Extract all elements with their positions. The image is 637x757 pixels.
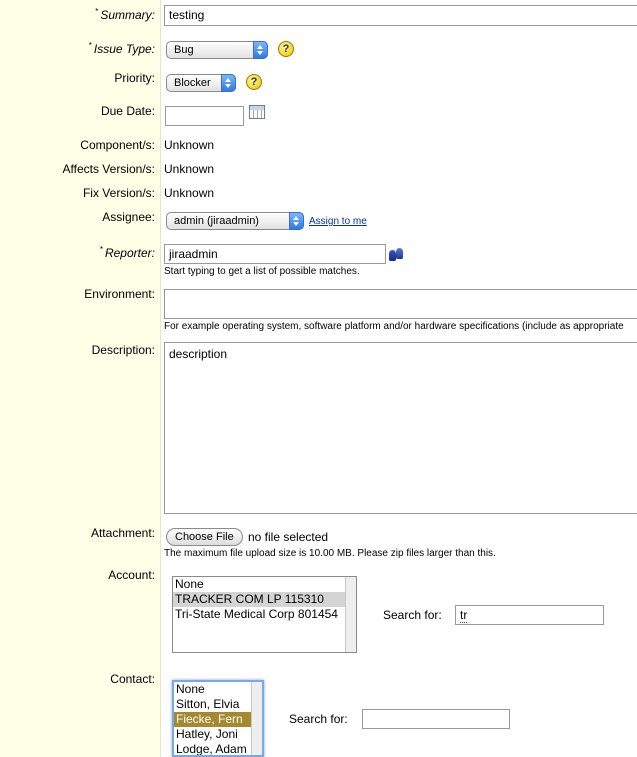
summary-label [95,7,155,22]
contact-label: Contact: [110,672,155,686]
environment-label: Environment: [84,287,155,301]
required-mark: * [88,41,92,50]
fix-versions-label: Fix Version/s: [82,186,155,200]
contact-listbox[interactable] [172,680,264,757]
description-label: Description: [91,343,155,357]
account-option[interactable]: Tri-State Medical Corp 801454 [175,607,338,621]
question-help-icon[interactable]: ? [246,74,262,90]
contact-search-label: Search for: [289,712,348,726]
issue-type-label-text: Issue Type: [93,42,155,56]
account-option-selected[interactable]: TRACKER COM LP 115310 [173,592,356,607]
contact-option[interactable]: None [176,682,205,696]
reporter-label-text: Reporter: [104,246,155,260]
account-search-input[interactable] [455,605,604,625]
affects-versions-value: Unknown [164,162,215,176]
due-date-input[interactable] [165,106,244,126]
attachment-label: Attachment: [90,526,155,540]
contact-search-input[interactable] [362,709,510,729]
required-mark: * [99,245,103,254]
reporter-input[interactable]: jiraadmin [164,244,386,264]
components-value: Unknown [164,138,215,152]
assignee-label: Assignee: [102,210,155,224]
issue-type-value: Bug [174,44,194,56]
user-picker-icon[interactable] [389,248,405,262]
description-textarea[interactable]: description [164,342,637,514]
contact-scrollbar[interactable] [251,682,262,755]
environment-help-text: For example operating system, software platform and/or hardware specifications (include as appropriate [164,321,624,332]
account-search-label: Search for: [383,608,442,622]
account-search-value: tr [460,608,468,622]
issue-type-label [89,41,155,56]
components-label: Component/s: [80,138,155,152]
account-label: Account: [108,568,155,582]
account-option[interactable]: None [175,577,204,591]
reporter-label [100,245,155,260]
due-date-label: Due Date: [100,104,155,118]
assignee-select[interactable] [166,212,304,230]
file-status-text: no file selected [248,530,329,544]
calendar-icon[interactable] [249,105,265,119]
assignee-value: admin (jiraadmin) [174,215,259,227]
affects-versions-label: Affects Version/s: [62,162,155,176]
attachment-help-text: The maximum file upload size is 10.00 MB. Please zip files larger than this. [164,548,496,559]
priority-label: Priority: [114,71,155,85]
contact-option[interactable]: Lodge, Adam [176,742,247,756]
contact-option-selected[interactable]: Fiecke, Fern [174,712,262,727]
fix-versions-value: Unknown [164,186,215,200]
priority-value: Blocker [174,77,211,89]
question-help-icon[interactable]: ? [278,41,294,57]
select-arrows-icon [221,74,236,92]
priority-select[interactable] [166,74,236,92]
select-arrows-icon [289,212,304,230]
account-scrollbar[interactable] [345,577,356,652]
select-arrows-icon [253,41,268,59]
summary-input[interactable]: testing [164,5,637,26]
issue-type-select[interactable] [166,41,268,59]
environment-textarea[interactable] [164,289,637,319]
reporter-help-text: Start typing to get a list of possible matches. [164,266,360,277]
contact-option[interactable]: Hatley, Joni [176,727,238,741]
required-mark: * [95,7,99,16]
summary-label-text: Summary: [100,8,155,22]
assign-to-me-link[interactable]: Assign to me [309,216,367,227]
account-listbox[interactable] [172,576,357,653]
contact-option[interactable]: Sitton, Elvia [176,697,240,711]
choose-file-button[interactable]: Choose File [166,528,243,546]
